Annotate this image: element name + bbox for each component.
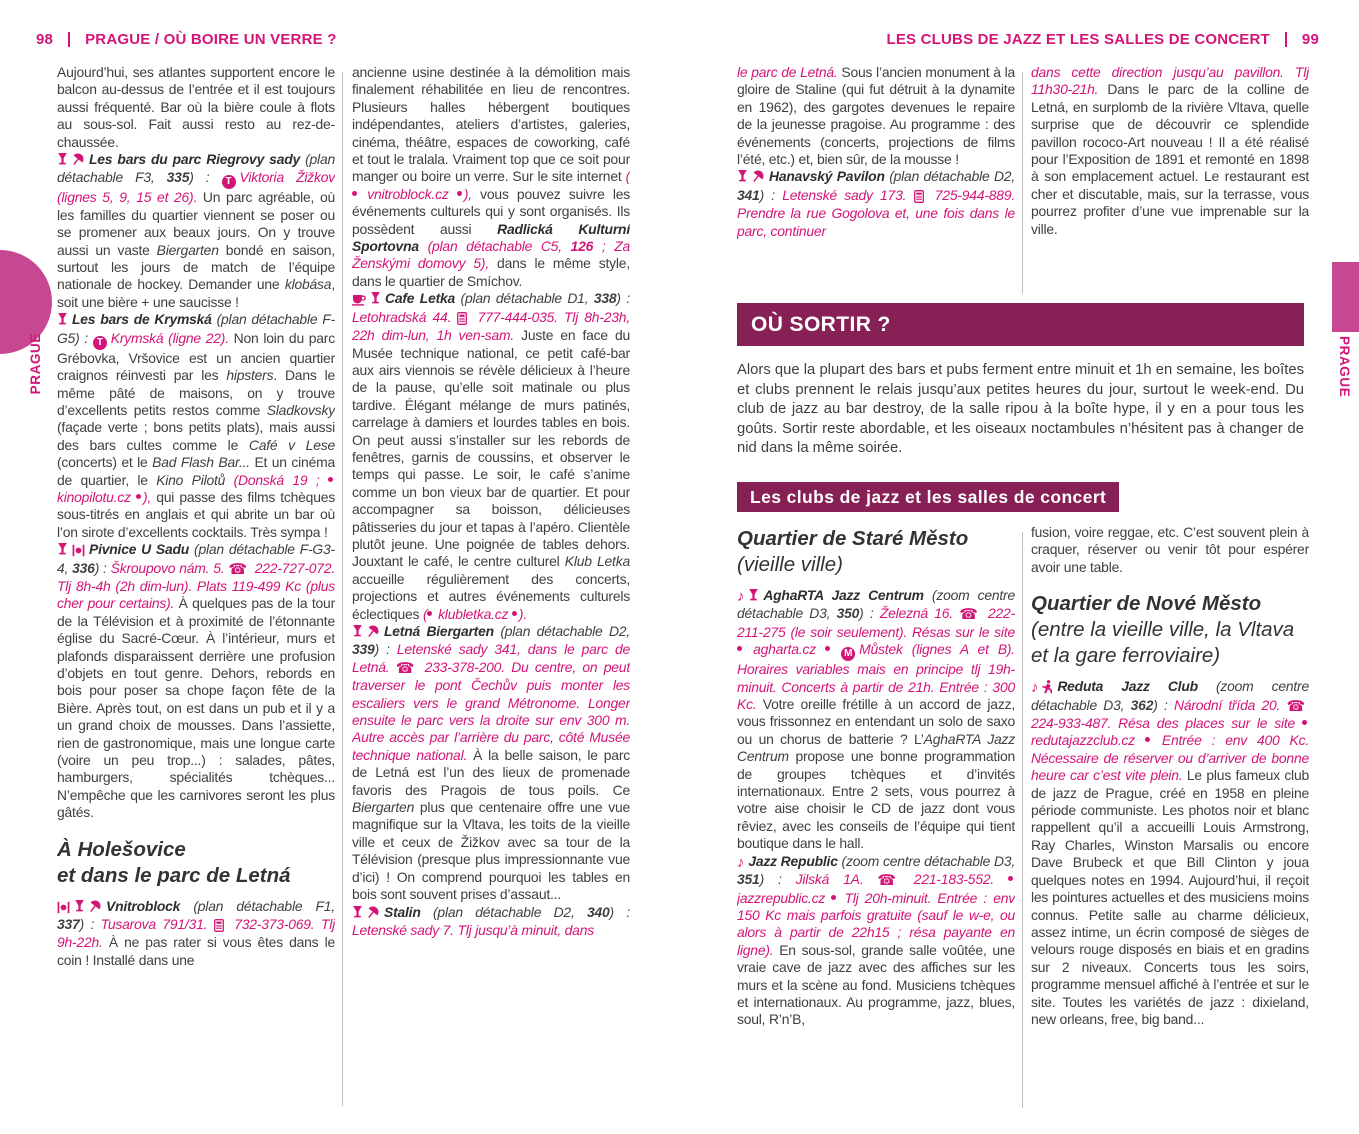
wine-glass-icon bbox=[352, 624, 363, 641]
right-page-header bbox=[886, 31, 1319, 48]
paragraph: Aujourd’hui, ses atlantes supportent encore le balcon au-dessus de l’entrée et il est toujours aussi fréquenté. Bar où la bière coule à flots au sous-sol. Fait aussi resto au rez-de-chaussée. bbox=[57, 64, 335, 150]
paragraph: ♪ Reduta Jazz Club (zoom centre détachable D3, 362) : Národní třída 20. ☎ 224-933-487. Résa des places sur le site redutajazzclub.cz Entrée : env 400 Kc. Nécessaire de réserver ou d’arriver de bonne heure car c’est vite plein. Le plus fameux club de jazz de Prague, créé en 1958 en pleine période communiste. Les photos noir et blanc rappellent qu’il a accueilli Louis Armstrong, Ray Charles, Winston Marsalis ou encore Dave Brubeck et que Bill Clinton y joua quelques notes en 1994. Aujourd’hui, il reçoit les pointures actuelles et des musiciens moins connus. Petite salle au charme délicieux, assez intime, un écrin composé de sièges de velours rouge disposés en biais et en gradins sur 2 niveaux. Concerts tous les soirs, programme mensuel affiché à l’entrée et sur le site. Toutes les variétés de jazz : dixieland, new orleans, free, big band... bbox=[1031, 678, 1309, 1027]
column-4-bottom bbox=[1031, 524, 1309, 1112]
right-page-number: 99 bbox=[1301, 31, 1319, 48]
header-divider bbox=[68, 32, 70, 47]
restaurant-icon bbox=[72, 542, 85, 559]
column-1 bbox=[57, 64, 335, 1116]
dot-icon bbox=[737, 646, 742, 651]
dot-icon bbox=[831, 895, 836, 900]
column-4-top bbox=[1031, 64, 1309, 297]
subheading: Quartier de Staré Město (vieille ville) bbox=[737, 527, 969, 576]
paragraph: Vnitroblock (plan détachable F1, 337) : Tusarova 791/31. 732-373-069. Tlj 9h-22h. À ne pas rater si vous êtes dans le coin ! Installé dans une bbox=[57, 897, 335, 968]
dot-icon bbox=[1302, 720, 1307, 725]
music-icon: ♪ bbox=[737, 588, 745, 605]
dot-icon bbox=[328, 477, 333, 482]
column-divider bbox=[342, 72, 343, 1106]
music-icon: ♪ bbox=[1031, 679, 1039, 697]
paragraph: ancienne usine destinée à la démolition mais finalement réhabilitée en lieu de rencontres. Plusieurs halles hébergent boutiques indépendantes, ateliers d’artistes, galeries, cinéma, théâtre, espaces de coworking, café et tout le tralala. Vraiment top que ce soit pour manger ou boire un verre. Sur le site internet ( vnitroblock.cz ), vous pouvez suivre les événements culturels qui y sont organisés. Ils possèdent aussi Radlická Kulturní Sportovna (plan détachable C5, 126 ; Za Ženskými domovy 5), dans le même style, dans le quartier de Smíchov. bbox=[352, 64, 630, 289]
dancer-icon bbox=[1042, 679, 1053, 696]
subheading: Quartier de Nové Město (entre la vieille ville, la Vltava et la gare ferroviaire) bbox=[1031, 592, 1295, 668]
paragraph: fusion, voire reggae, etc. C’est souvent plein à craquer, réserver ou venir tôt pour espérer avoir une table. bbox=[1031, 524, 1309, 575]
column-3-top bbox=[737, 64, 1015, 297]
metro-m-icon: M bbox=[841, 647, 855, 661]
dot-icon bbox=[136, 494, 141, 499]
wine-glass-icon bbox=[57, 312, 68, 329]
parasol-icon bbox=[72, 152, 85, 169]
paragraph: Letná Biergarten (plan détachable D2, 339) : Letenské sady 341, dans le parc de Letná. ☎ 233-378-200. Du centre, on peut traverser le pont Čechův puis monter les escaliers vers le grand Métronome. Longer ensuite le parc vers la droite sur env 300 m. Autre accès par l’arrière du parc, côté Musée technique national. À la belle saison, le parc de Letná est l’un des lieux de promenade favoris des Pragois de tous poils. Ce Biergarten plus que centenaire offre une vue magnifique sur la Vltava, les toits de la vieille ville et ceux de Žižkov avec sa tour de la Télévision (presque plus impressionnante vue d’ici) ! On comprend pourquoi les tables en bois sont souvent prises d’assaut... bbox=[352, 623, 630, 903]
subsection-banner-jazz-clubs: Les clubs de jazz et les salles de concert bbox=[737, 482, 1119, 512]
paragraph: dans cette direction jusqu’au pavillon. Tlj 11h30-21h. Dans le parc de la colline de Letná, en surplomb de la rivière Vltava, quelle surprise que de découvrir ce splendide pavillon rococo-Art nouveau ! Il a été réalisé pour l’Exposition de 1891 et remonté en 1898 à son emplacement actuel. Le restaurant est cher et discutable, mais, sur la terrasse, vous pourrez profiter d’une vue imprenable sur la ville. bbox=[1031, 64, 1309, 237]
wine-glass-icon bbox=[352, 905, 363, 922]
dot-icon bbox=[1008, 876, 1013, 881]
dot-icon bbox=[512, 611, 517, 616]
dot-icon bbox=[352, 191, 357, 196]
paragraph: Cafe Letka (plan détachable D1, 338) : Letohradská 44. 777-444-035. Tlj 8h-23h, 22h dim-lun, 1h ven-sam. Juste en face du Musée technique national, ce petit café-bar aux airs viennois se révèle délicieux à l’heure de la pause, qu’elle soit matinale ou plus tardive. Élégant mélange de murs patinés, carrelage à damiers et lourdes tables en bois. On peut aussi s’installer sur les rebords de fenêtres, garnis de coussins, et observer le temps qui passe. Le soir, le café s’anime comme un bon vieux bar de quartier. Et pour accompagner sa boisson, délicieuses pâtisseries du jour et tapas à l’apéro. Clientèle plutôt jeune. Une poignée de tables dehors. Jouxtant le café, le centre culturel Klub Letka accueille régulièrement des concerts, projections et autres événements culturels éclectiques ( klubletka.cz ). bbox=[352, 290, 630, 622]
left-page-number: 98 bbox=[36, 31, 54, 48]
wine-glass-icon bbox=[74, 899, 85, 916]
left-page-title: PRAGUE / OÙ BOIRE UN VERRE ? bbox=[85, 31, 337, 48]
column-2 bbox=[352, 64, 630, 1116]
wine-glass-icon bbox=[57, 542, 68, 559]
dot-icon bbox=[1145, 737, 1150, 742]
right-tab-label: PRAGUE bbox=[1337, 336, 1352, 398]
wine-glass-icon bbox=[737, 169, 748, 186]
dot-icon bbox=[427, 611, 432, 616]
dot-icon bbox=[825, 646, 830, 651]
paragraph: Pivnice U Sadu (plan détachable F-G3-4, 336) : Škroupovo nám. 5. ☎ 222-727-072. Tlj 8h-4h (2h dim-lun). Plats 119-499 Kc (plus cher pour certains). À quelques pas de la tour de la Télévision et à proximité de l’étonnante église du Sacré-Cœur. À l’intérieur, murs et plafonds disparaissent derrière une profusion d’objets en tout genre. Dehors, rebords en bois pour poser sa chope façon fête de la Bière. Après tout, on est dans un pub et il y a un grand choix de mousses. Dans l’assiette, rien de gastronomique, mais une longue carte (voire un peu trop...) : salades, pâtes, hamburgers, spécialités tchèques... N’empêche que les carnivores seront les plus gâtés. bbox=[57, 541, 335, 821]
restaurant-icon bbox=[57, 899, 70, 916]
phone-icon: ☎ bbox=[228, 560, 247, 578]
wine-glass-icon bbox=[748, 588, 759, 605]
paragraph: le parc de Letná. Sous l’ancien monument à la gloire de Staline (qui fut détruit à la dynamite en 1962), des gargotes devenues le repaire de la jeunesse pragoise. Au programme : des événements (concerts, projections de films l’été, etc.) et, bien sûr, de la mousse ! bbox=[737, 64, 1015, 168]
wine-glass-icon bbox=[370, 291, 381, 308]
parasol-icon bbox=[89, 899, 102, 916]
paragraph: Stalin (plan détachable D2, 340) : Letenské sady 7. Tlj jusqu’à minuit, dans bbox=[352, 903, 630, 938]
metro-t-icon: T bbox=[93, 336, 107, 350]
right-tab-rect bbox=[1332, 262, 1359, 332]
phone-icon: ☎ bbox=[1286, 697, 1305, 715]
section-banner-ou-sortir: OÙ SORTIR ? bbox=[737, 303, 1304, 346]
column-divider bbox=[1022, 72, 1023, 294]
parasol-icon bbox=[367, 905, 380, 922]
column-3-bottom bbox=[737, 524, 1015, 1112]
mobile-icon bbox=[457, 310, 467, 327]
paragraph: ♪ Jazz Republic (zoom centre détachable D3, 351) : Jilská 1A. ☎ 221-183-552. jazzrepublic.cz Tlj 20h-minuit. Entrée : env 150 Kc mais parfois gratuite (sauf le w-e, ou alors à partir de 22h15 ; résa payante en ligne). En sous-sol, grande salle voûtée, une vraie cave de jazz avec des affiches sur les murs et la scène au fond. Musiciens tchèques et internationaux. Au programme, jazz, blues, soul, R’n’B, bbox=[737, 852, 1015, 1028]
left-tab-circle bbox=[0, 250, 52, 354]
right-page-title: LES CLUBS DE JAZZ ET LES SALLES DE CONCERT bbox=[886, 31, 1270, 48]
paragraph: Hanavský Pavilon (plan détachable D2, 341) : Letenské sady 173. 725-944-889. Prendre la rue Gogolova et, une fois dans le parc, continuer bbox=[737, 168, 1015, 239]
header-divider bbox=[1285, 32, 1287, 47]
paragraph: ♪ AghaRTA Jazz Centrum (zoom centre détachable D3, 350) : Železná 16. ☎ 222-211-275 (le soir seulement). Résas sur le site agharta.cz M Můstek (lignes A et B). Horaires variables mais en principe tlj 19h-minuit. Concerts à partir de 21h. Entrée : 300 Kc. Votre oreille frétille à un accord de jazz, vous frissonnez en entendant un solo de saxo ou un chorus de batterie ? L’AghaRTA Jazz Centrum propose une bonne programmation de groupes tchèques et d’invités internationaux. Entre 2 sets, vous pourrez à votre aise choisir le CD de jazz dont vous rêviez, avec les conseils de l’équipe qui tient boutique dans le hall. bbox=[737, 587, 1015, 852]
left-tab-label: PRAGUE bbox=[28, 333, 43, 395]
dot-icon bbox=[457, 191, 462, 196]
mobile-icon bbox=[914, 188, 924, 205]
parasol-icon bbox=[367, 624, 380, 641]
column-divider bbox=[1022, 532, 1023, 1108]
metro-t-icon: T bbox=[222, 175, 236, 189]
phone-icon: ☎ bbox=[959, 606, 978, 624]
wine-glass-icon bbox=[57, 152, 68, 169]
paragraph: Les bars de Krymská (plan détachable F-G5) : T Krymská (ligne 22). Non loin du parc Grébovka, Vršovice est un ancien quartier craignos réinvesti par les hipsters. Dans le même pâté de maisons, on y trouve d’excellents petits restos comme Sladkovsky (façade verte ; bons petits plats), mais aussi des bars cultes comme le Café v Lese (concerts) et le Bad Flash Bar... Et un cinéma de quartier, le Kino Pilotů (Donská 19 ; kinopilotu.cz ), qui passe des films tchèques sous-titrés en anglais et qui abrite un bar où l’on sirote d’excellents cocktails. Très sympa ! bbox=[57, 311, 335, 540]
cup-icon bbox=[352, 291, 366, 308]
paragraph: Les bars du parc Riegrovy sady (plan détachable F3, 335) : T Viktoria Žižkov (lignes 5, 9, 15 et 26). Un parc agréable, où les familles du quartier viennent se poser ou se promener aux beaux jours. On y trouve aussi un vaste Biergarten bondé en saison, surtout les jours de match de l’équipe nationale de hockey. Demander une klobása, soit une bière + une saucisse ! bbox=[57, 151, 335, 310]
parasol-icon bbox=[752, 169, 765, 186]
phone-icon: ☎ bbox=[395, 659, 415, 677]
section-intro: Alors que la plupart des bars et pubs ferment entre minuit et 1h en semaine, les boîtes et clubs prennent le relais jusqu’aux petites heures du jour, surtout le week-end. Du club de jazz au bar destroy, de la salle ripou à la boîte hype, il y en a pour tous les goûts. Sortir reste abordable, et les oiseaux noctambules n’hésitent pas à changer de nid dans la même soirée. bbox=[737, 362, 1304, 457]
mobile-icon bbox=[214, 917, 224, 934]
phone-icon: ☎ bbox=[877, 872, 896, 890]
left-page-header bbox=[36, 31, 337, 48]
music-icon: ♪ bbox=[737, 853, 745, 871]
subheading: À Holešovice et dans le parc de Letná bbox=[57, 837, 291, 887]
